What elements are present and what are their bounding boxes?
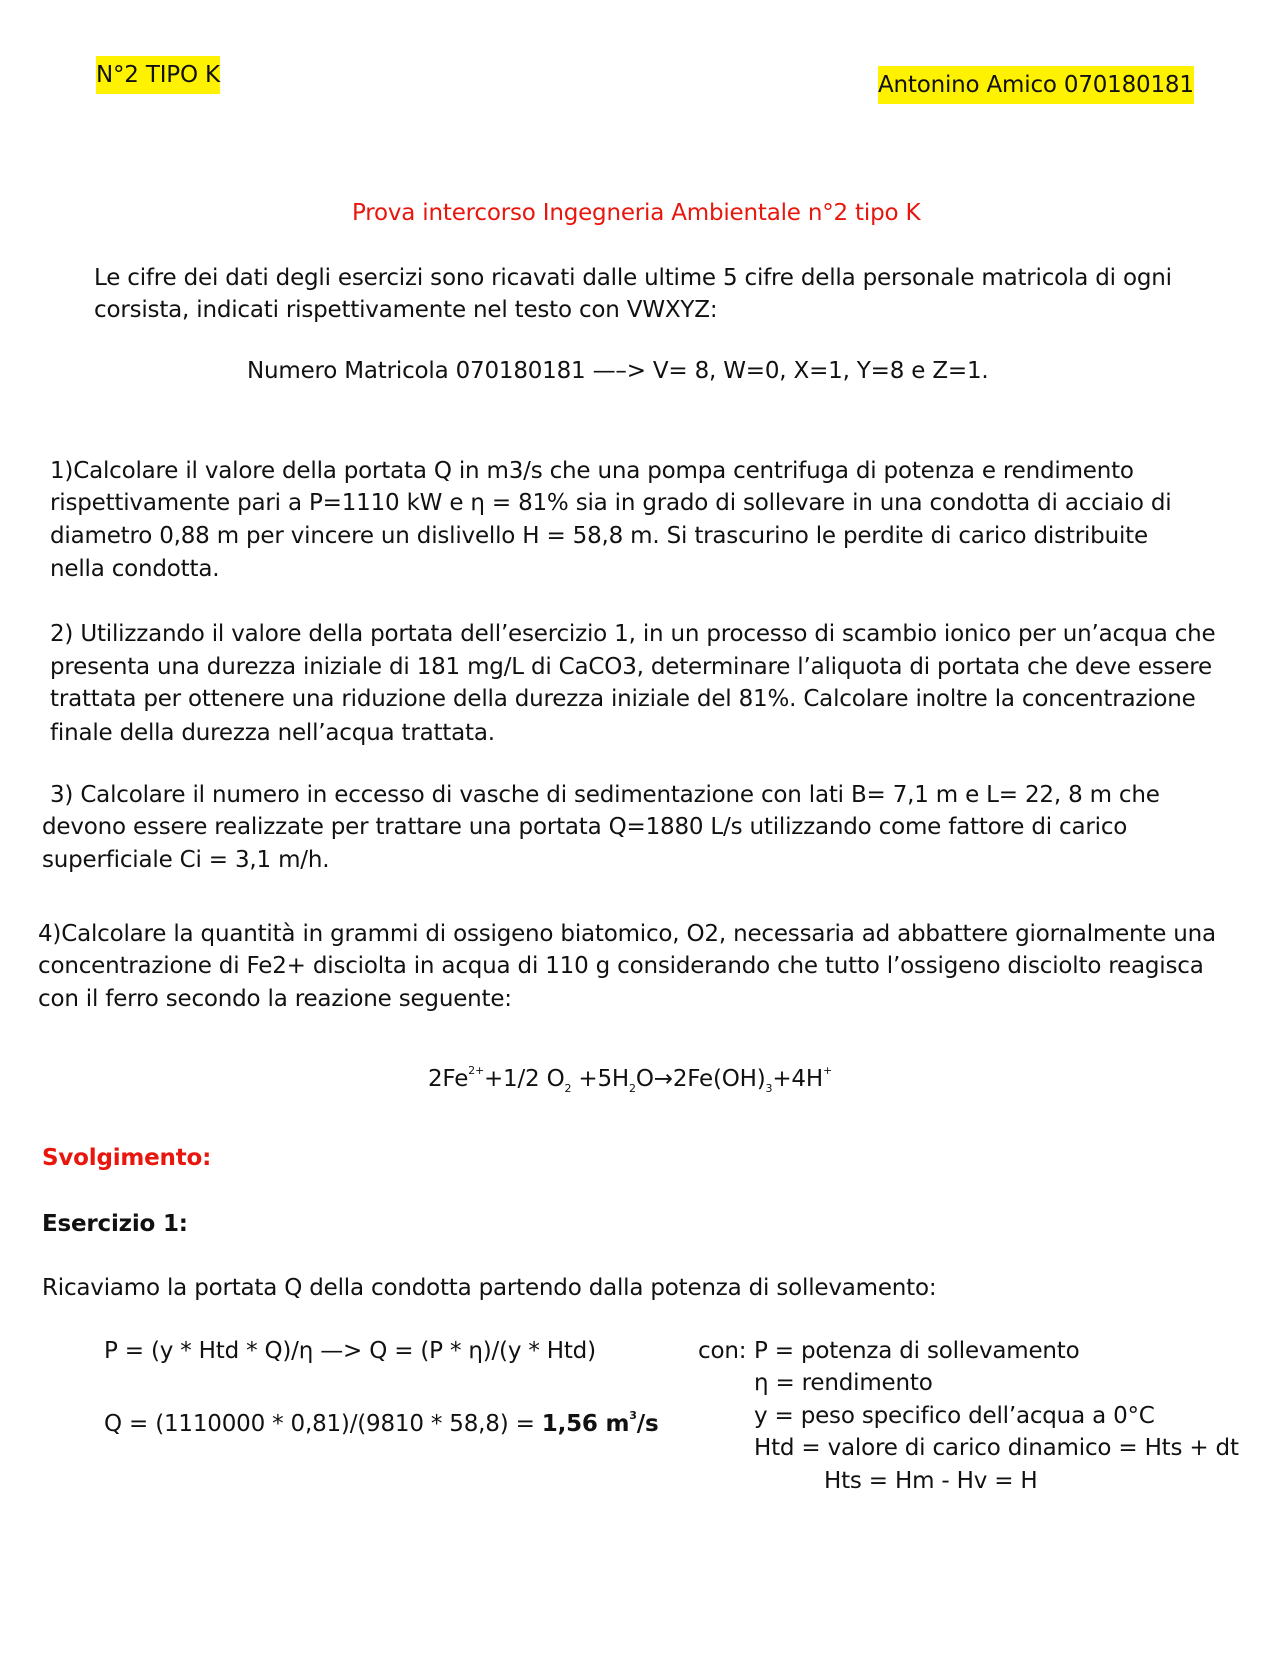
legend-item: Htd = valore di carico dinamico = Hts + dt bbox=[754, 1435, 1239, 1461]
legend-prefix: con: bbox=[698, 1338, 747, 1364]
exercise-1-line: 1)Calcolare il valore della portata Q in m3/s che una pompa centrifuga di potenza e rendimento bbox=[50, 458, 1134, 484]
exercise-2-line: presenta una durezza iniziale di 181 mg/L di CaCO3, determinare l’aliquota di portata che deve essere bbox=[50, 654, 1212, 680]
solution-heading: Svolgimento: bbox=[42, 1145, 212, 1171]
matricola-line: Numero Matricola 070180181 —–> V= 8, W=0, X=1, Y=8 e Z=1. bbox=[247, 358, 989, 384]
exercise-2-line: trattata per ottenere una riduzione della durezza iniziale del 81%. Calcolare inoltre la concentrazione bbox=[50, 686, 1196, 712]
exercise-1-line: rispettivamente pari a P=1110 kW e η = 81% sia in grado di sollevare in una condotta di acciaio di bbox=[50, 490, 1172, 516]
legend-item: P = potenza di sollevamento bbox=[754, 1338, 1080, 1364]
legend-item: Hts = Hm - Hv = H bbox=[824, 1468, 1038, 1494]
legend-item: η = rendimento bbox=[754, 1370, 933, 1396]
legend-item: y = peso specifico dell’acqua a 0°C bbox=[754, 1403, 1155, 1429]
exercise-4-line: con il ferro secondo la reazione seguente: bbox=[38, 986, 512, 1012]
intro-line-2: corsista, indicati rispettivamente nel testo con VWXYZ: bbox=[94, 297, 718, 323]
exam-tag: N°2 TIPO K bbox=[96, 56, 220, 94]
exercise-2-line: finale della durezza nell’acqua trattata. bbox=[50, 720, 495, 746]
exercise-1-line: nella condotta. bbox=[50, 556, 220, 582]
chemical-reaction: $2Fe^{2+}+1/2$ $O_2 +5H_2O\to 2Fe(OH)_3+4H^+$ bbox=[428, 1064, 832, 1095]
exercise-3-line: devono essere realizzate per trattare una portata Q=1880 L/s utilizzando come fattore di carico bbox=[42, 814, 1128, 840]
formula-power: P = (y * Htd * Q)/η —> Q = (P * η)/(y * Htd) bbox=[104, 1338, 596, 1364]
exercise-4-line: concentrazione di Fe2+ disciolta in acqua di 110 g considerando che tutto l’ossigeno disciolto reagisca bbox=[38, 953, 1204, 979]
exercise-1-solution-intro: Ricaviamo la portata Q della condotta partendo dalla potenza di sollevamento: bbox=[42, 1275, 937, 1301]
intro-line-1: Le cifre dei dati degli esercizi sono ricavati dalle ultime 5 cifre della personale matricola di ogni bbox=[94, 265, 1172, 291]
exercise-1-line: diametro 0,88 m per vincere un dislivello H = 58,8 m. Si trascurino le perdite di carico distribuite bbox=[50, 523, 1148, 549]
formula-flow-rate: Q = (1110000 * 0,81)/(9810 * 58,8) = 1,56 $m^3/s$ bbox=[104, 1409, 659, 1437]
exercise-2-line: 2) Utilizzando il valore della portata dell’esercizio 1, in un processo di scambio ionico per un’acqua che bbox=[50, 621, 1216, 647]
flow-rate-result: 1,56 $m^3/s$ bbox=[541, 1409, 659, 1437]
exercise-3-line: superficiale Ci = 3,1 m/h. bbox=[42, 847, 330, 873]
page-title: Prova intercorso Ingegneria Ambientale n°2 tipo K bbox=[352, 200, 921, 226]
exercise-4-line: 4)Calcolare la quantità in grammi di ossigeno biatomico, O2, necessaria ad abbattere giornalmente una bbox=[38, 921, 1216, 947]
exercise-3-line: 3) Calcolare il numero in eccesso di vasche di sedimentazione con lati B= 7,1 m e L= 22, 8 m che bbox=[50, 782, 1160, 808]
exercise-1-solution-heading: Esercizio 1: bbox=[42, 1211, 188, 1237]
student-name-id: Antonino Amico 070180181 bbox=[878, 66, 1194, 104]
